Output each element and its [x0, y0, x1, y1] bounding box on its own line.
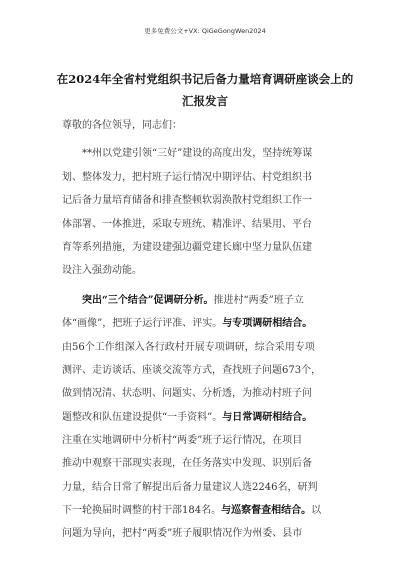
section-heading: 突出“三个结合”促调研分析。	[82, 295, 214, 306]
section-line	[62, 504, 362, 517]
intro-line: 体部署、一体推进，采取专班统、精准评、结果用、平台	[62, 219, 312, 230]
section-text: 体“画像”，把班子运行评准、评实。	[62, 318, 223, 329]
greeting: 尊敬的各位领导，同志们：	[62, 120, 182, 131]
body-line: 做到情况清、状态明、问题实、分析透，为推动村班子问	[62, 388, 312, 399]
body-line: 问题为导向，把村“两委”班子履职情况作为州委、县市	[62, 528, 303, 539]
body-line: 推动中观察干部现实表现，在任务落实中发现、识别后备	[62, 458, 312, 469]
section-text: 推进村“两委”班子立	[213, 295, 304, 306]
section-text: 以	[311, 505, 322, 516]
section-text: 题整改和队伍建设提供“一手资料”。	[62, 412, 223, 423]
body-line: 注重在实地调研中分析村“两委”班子运行情况，在项目	[62, 435, 303, 446]
subheading-daily: 与日常调研相结合。	[222, 412, 313, 423]
section-line	[62, 317, 362, 330]
intro-line: **州以党建引领“三好”建设的高度出发，坚持统筹谋	[82, 148, 313, 159]
subheading-special: 与专项调研相结合。	[222, 318, 313, 329]
document-title-line-1: 在2024年全省村党组织书记后备力量培育调研座谈会上的	[56, 72, 354, 86]
intro-line: 划、整体发力，把村班子运行情况中期评估、村党组织书	[62, 172, 312, 183]
section-line	[62, 411, 362, 424]
body-line: 由56个工作组深入各行政村开展专项调研，综合采用专项	[62, 342, 315, 353]
intro-line: 记后备力量培育储备和排查整顿软弱涣散村党组织工作一	[62, 195, 312, 206]
intro-line: 设注入强劲动能。	[62, 265, 142, 276]
section-line	[82, 294, 382, 307]
section-text: 下一轮换届时调整的村干部184名。	[62, 505, 222, 516]
body-line: 测评、走访谈话、座谈交流等方式，查找班子问题673个，	[62, 365, 322, 376]
intro-line: 育等系列措施，为建设建强边疆党建长廊中坚力量队伍建	[62, 242, 312, 253]
header-note: 更多免费公文+VX: QiGeGongWen2024	[144, 27, 266, 35]
body-line: 力量，结合日常了解提出后备力量建议人选2246名，研判	[62, 482, 318, 493]
document-title-line-2: 汇报发言	[182, 94, 228, 108]
subheading-inspection: 与巡察督查相结合。	[221, 505, 312, 516]
